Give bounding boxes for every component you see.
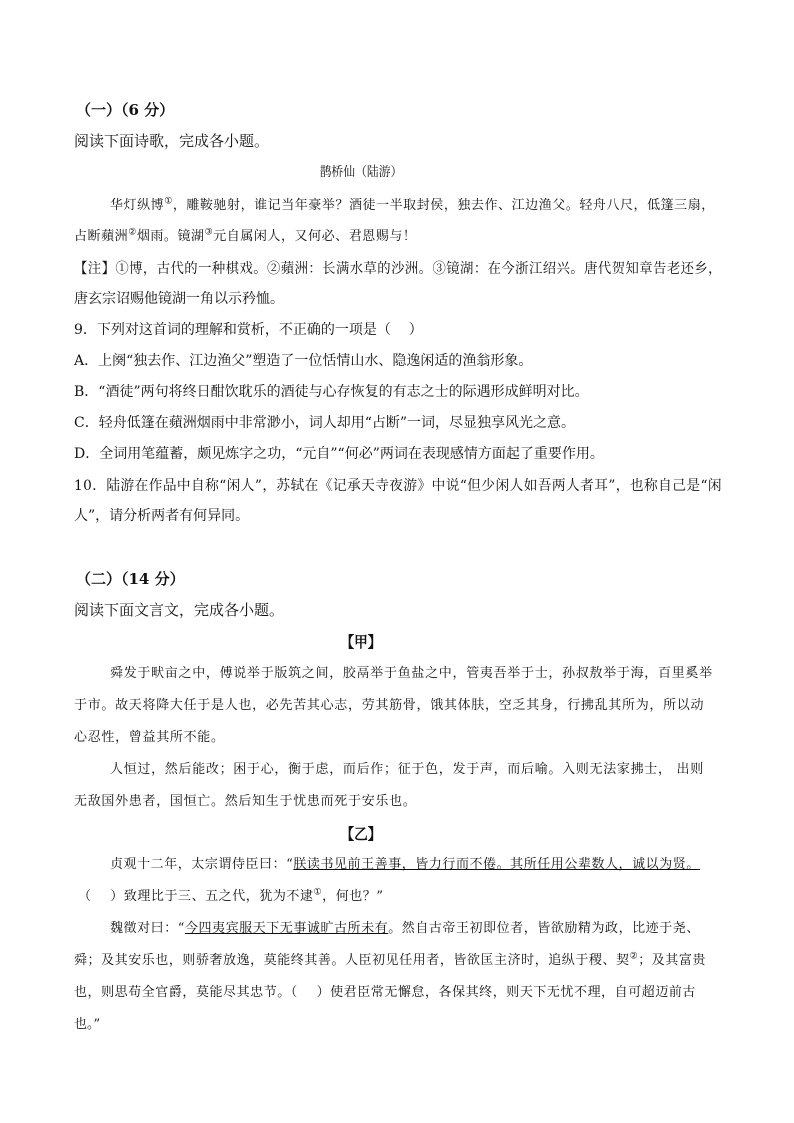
- poem-note-line-1: 【注】①博，古代的一种棋戏。②蘋洲：长满水草的沙洲。③镜湖：在今浙江绍兴。唐代贺知章告老还乡，: [74, 261, 722, 277]
- passage-yi-line-3: 魏徵对曰：“今四夷宾服天下无事诚旷古所未有。然自古帝王初即位者，皆欲励精为政，比迹于尧、: [110, 921, 700, 936]
- question-9-stem: 9．下列对这首词的理解和赏析，不正确的一项是（ ）: [74, 322, 423, 338]
- passage-jia-line-1: 舜发于畎亩之中，傅说举于版筑之间，胶鬲举于鱼盐之中，管夷吾举于士，孙叔敖举于海，百里奚举: [110, 666, 713, 681]
- passage-jia-line-4: 人恒过，然后能改；困于心，衡于虑，而后作；征于色，发于声，而后喻。入则无法家拂士， 出则: [110, 762, 704, 777]
- passage-yi-line-4: 舜；及其安乐也，则骄奢放逸，莫能终其善。人臣初见任用者，皆欲匡主济时，追纵于稷、契②；及其富贵: [74, 951, 706, 968]
- section1-instruction: 阅读下面诗歌，完成各小题。: [74, 132, 270, 150]
- passage-jia-line-5: 无敌国外患者，国恒亡。然后知生于忧患而死于安乐也。: [74, 794, 417, 809]
- underlined-sentence-2: 今四夷宾服天下无事诚旷古所未有: [184, 921, 389, 936]
- section2-instruction: 阅读下面文言文，完成各小题。: [74, 601, 285, 619]
- passage-yi-line-1: 贞观十二年，太宗谓侍臣曰：“朕读书见前王善事，皆力行而不倦。其所任用公辈数人，诚以为贤。: [110, 857, 700, 872]
- passage-jia-line-2: 于市。故天将降大任于是人也，必先苦其心志，劳其筋骨，饿其体肤，空乏其身，行拂乱其所为，所以动: [74, 698, 705, 713]
- question-9-option-a: A．上阕“独去作、江边渔父”塑造了一位恬情山水、隐逸闲适的渔翁形象。: [74, 353, 533, 369]
- footnote-marker-yi-1: ①: [313, 887, 323, 898]
- poem-line-2: 占断蘋洲②烟雨。镜湖③元自属闲人，又何必、君恩赐与！: [74, 227, 417, 244]
- poem-line-1: 华灯纵博①，雕鞍驰射，谁记当年豪举？酒徒一半取封侯，独去作、江边渔父。轻舟八尺，低篷三扇，: [110, 196, 715, 213]
- underlined-sentence-1: 朕读书见前王善事，皆力行而不倦。其所任用公辈数人，诚以为贤。: [293, 857, 700, 872]
- passage-yi-line-6: 也。”: [74, 1017, 101, 1032]
- passage-jia-line-3: 心忍性，曾益其所不能。: [74, 730, 225, 745]
- passage-yi-line-5: 也，则思苟全官爵，莫能尽其忠节。（ ）使君臣常无懈怠，各保其终，则天下无忧不理，自可超迈前古: [74, 985, 696, 1000]
- footnote-marker-3: ③: [204, 227, 214, 238]
- section2-header: （二）（14 分）: [76, 570, 185, 588]
- footnote-marker-2: ②: [128, 227, 137, 238]
- footnote-marker-yi-2: ②: [629, 951, 639, 962]
- passage-yi-title: 【乙】: [340, 825, 382, 843]
- passage-jia-title: 【甲】: [340, 633, 382, 651]
- question-9-option-d: D．全词用笔蕴蓄，颇见炼字之功，“元自”“何必”两词在表现感情方面起了重要作用。: [74, 446, 604, 462]
- poem-note-line-2: 唐玄宗诏赐他镜湖一角以示矜恤。: [74, 291, 284, 307]
- question-9-option-c: C．轻舟低篷在蘋洲烟雨中非常渺小，词人却用“占断”一词，尽显独享风光之意。: [74, 415, 576, 431]
- question-10-line-2: 人”，请分析两者有何异同。: [74, 508, 250, 524]
- question-10-line-1: 10．陆游在作品中自称“闲人”，苏轼在《记承天寺夜游》中说“但少闲人如吾两人者耳”，也称自己是“闲: [74, 478, 722, 494]
- question-9-option-b: B．“酒徒”两句将终日酣饮耽乐的酒徒与心存恢复的有志之士的际遇形成鲜明对比。: [74, 384, 589, 400]
- passage-yi-line-2: （ ）致理比于三、五之代，犹为不逮①，何也？”: [78, 887, 384, 904]
- section1-header: （一）（6 分）: [76, 101, 175, 119]
- poem-title: 鹊桥仙（陆游）: [319, 165, 403, 180]
- footnote-marker-1: ①: [164, 196, 173, 207]
